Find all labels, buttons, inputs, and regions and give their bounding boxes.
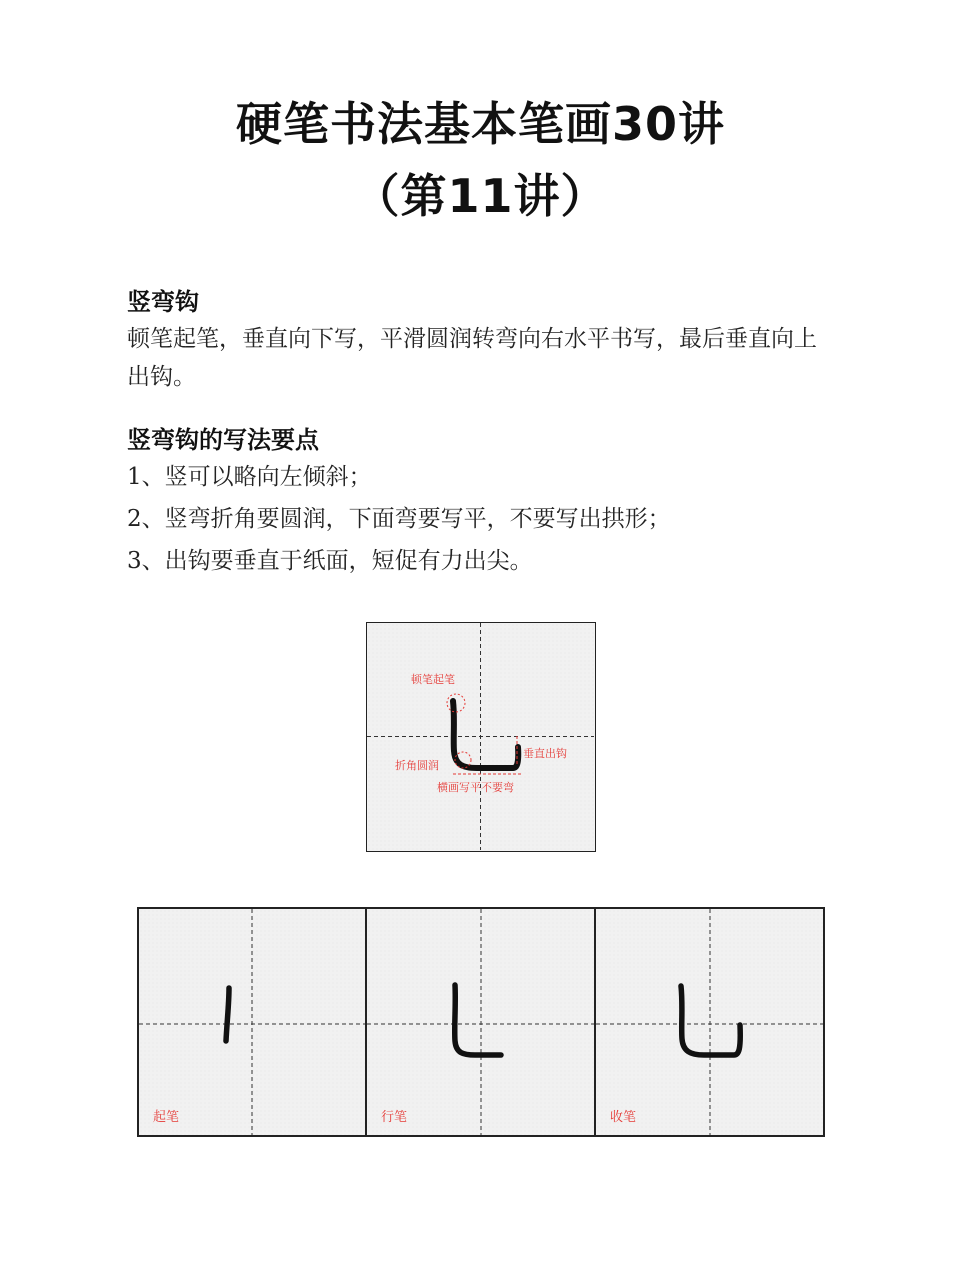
annotation-start: 顿笔起笔 (411, 673, 455, 686)
annotation-corner: 折角圆润 (395, 759, 439, 772)
step-cell-start (139, 909, 367, 1135)
page-title: 硬笔书法基本笔画30讲 (235, 97, 725, 151)
point-item-2: 2、竖弯折角要圆润，下面弯要写平，不要写出拱形； (127, 506, 671, 532)
step-canvas-start (139, 909, 365, 1135)
step-cell-middle (367, 909, 596, 1135)
step-label-middle: 行笔 (381, 1110, 408, 1125)
diagram-canvas (367, 623, 594, 850)
point-item-3: 3、出钩要垂直于纸面，短促有力出尖。 (127, 548, 533, 574)
page-subtitle: （第11讲） (353, 169, 608, 223)
vertical-bend-hook-stroke (453, 701, 518, 768)
point-item-1: 1、竖可以略向左倾斜； (127, 464, 372, 490)
annotated-diagram (366, 622, 596, 852)
steps-strip (137, 907, 825, 1137)
step-label-end: 收笔 (610, 1110, 637, 1125)
stroke-name-heading: 竖弯钩 (127, 288, 199, 316)
annotation-hook: 垂直出钩 (523, 747, 567, 760)
points-heading: 竖弯钩的写法要点 (127, 426, 319, 454)
step-cell-end (596, 909, 823, 1135)
annotation-flat: 横画写平不要弯 (437, 781, 514, 794)
stroke-description: 顿笔起笔，垂直向下写，平滑圆润转弯向右水平书写，最后垂直向上出钩。 (127, 326, 817, 390)
stroke-phase-middle (455, 985, 501, 1055)
step-canvas-middle (367, 909, 594, 1135)
step-label-start: 起笔 (153, 1110, 180, 1125)
stroke-phase-start (226, 988, 229, 1041)
stroke-phase-end (681, 986, 740, 1055)
step-canvas-end (596, 909, 823, 1135)
